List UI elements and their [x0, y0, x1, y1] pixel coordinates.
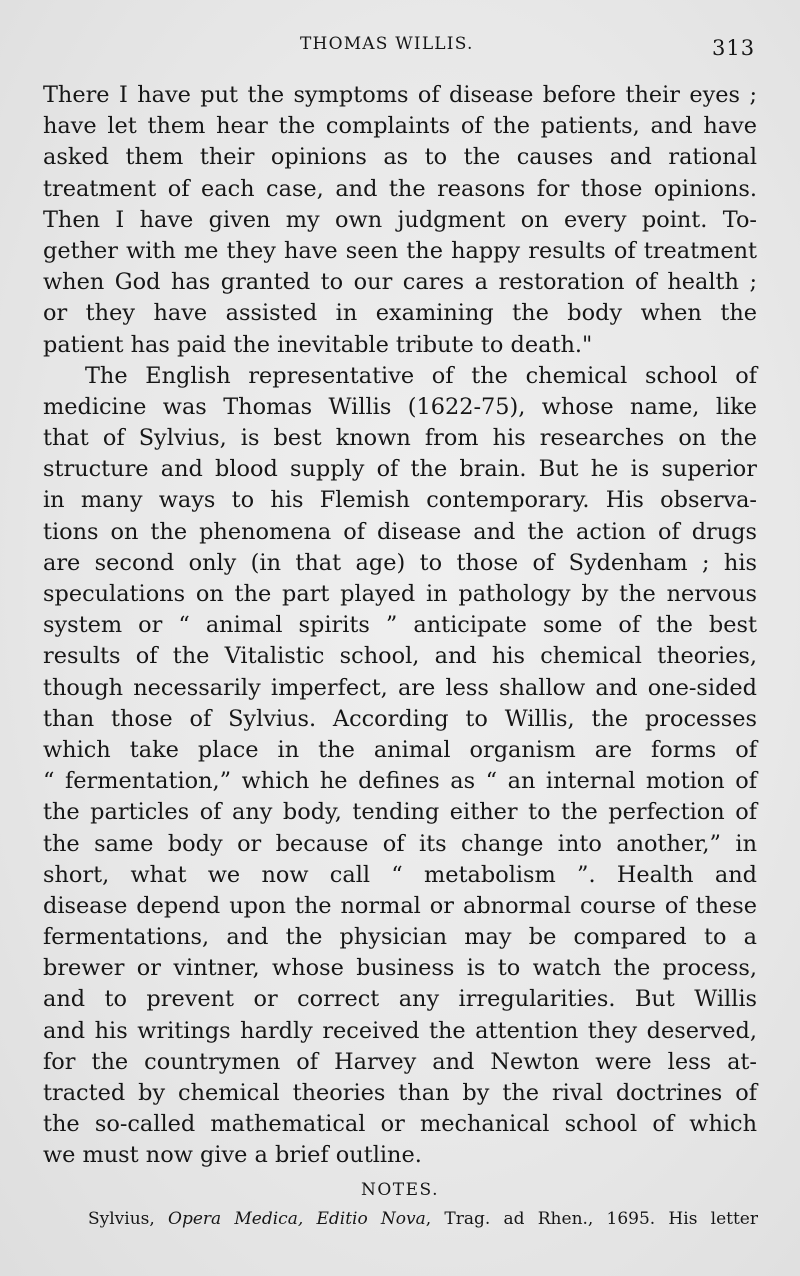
- text-line: are second only (in that age) to those of Sydenham ; his: [43, 549, 757, 576]
- footnote: [88, 1209, 758, 1229]
- text-line: the particles of any body, tending either to the perfection of: [43, 799, 757, 826]
- text-line: asked them their opinions as to the causes and rational: [43, 144, 757, 171]
- notes-heading: NOTES.: [360, 1180, 439, 1200]
- text-line: system or “ animal spirits ” anticipate some of the best: [43, 612, 757, 639]
- footnote-work-title: Opera Medica, Editio Nova: [168, 1209, 426, 1229]
- text-line: The English representative of the chemical school of: [85, 362, 757, 389]
- text-line: though necessarily imperfect, are less shallow and one-sided: [43, 674, 757, 701]
- text-line: There I have put the symptoms of disease before their eyes ;: [43, 82, 757, 108]
- text-line: and to prevent or correct any irregularities. But Willis: [43, 986, 757, 1013]
- text-line: short, what we now call “ metabolism ”. Health and: [43, 861, 757, 888]
- text-line: than those of Sylvius. According to Willis, the processes: [43, 705, 757, 732]
- text-line: results of the Vitalistic school, and his chemical theories,: [43, 643, 757, 670]
- text-line: “ fermentation,” which he defines as “ an internal motion of: [43, 768, 757, 795]
- text-line: which take place in the animal organism are forms of: [43, 736, 757, 763]
- text-line: fermentations, and the physician may be compared to a: [43, 924, 757, 951]
- text-line: disease depend upon the normal or abnormal course of these: [43, 892, 757, 919]
- text-line: tions on the phenomena of disease and the action of drugs: [43, 518, 757, 545]
- footnote-author: Sylvius,: [88, 1209, 169, 1229]
- text-line: and his writings hardly received the attention they deserved,: [43, 1017, 757, 1044]
- page-number: 313: [712, 36, 756, 60]
- body-text: [43, 80, 757, 1172]
- text-line: speculations on the part played in pathology by the nervous: [43, 581, 757, 607]
- page-header: [0, 34, 800, 64]
- text-line: or they have assisted in examining the body when the: [43, 300, 757, 327]
- text-line: for the countrymen of Harvey and Newton were less at-: [43, 1048, 757, 1075]
- text-line: medicine was Thomas Willis (1622-75), whose name, like: [43, 393, 757, 420]
- text-line: patient has paid the inevitable tribute to death.": [43, 331, 593, 358]
- text-line: treatment of each case, and the reasons for those opinions.: [43, 175, 757, 202]
- footnote-details: , Trag. ad Rhen., 1695. His letter: [425, 1209, 758, 1229]
- text-line: have let them hear the complaints of the patients, and have: [43, 113, 757, 140]
- text-line: that of Sylvius, is best known from his researches on the: [43, 425, 757, 452]
- text-line: gether with me they have seen the happy results of treatment: [43, 237, 757, 264]
- text-line: we must now give a brief outline.: [43, 1142, 422, 1169]
- text-line: Then I have given my own judgment on every point. To-: [43, 206, 757, 233]
- text-line: the same body or because of its change into another,” in: [43, 830, 757, 857]
- text-line: when God has granted to our cares a restoration of health ;: [43, 269, 757, 296]
- text-line: structure and blood supply of the brain. But he is superior: [43, 456, 757, 483]
- text-line: tracted by chemical theories than by the rival doctrines of: [43, 1080, 757, 1106]
- text-line: brewer or vintner, whose business is to watch the process,: [43, 955, 757, 982]
- running-head: THOMAS WILLIS.: [300, 34, 474, 54]
- text-line: in many ways to his Flemish contemporary. His observa-: [43, 487, 757, 514]
- text-line: the so-called mathematical or mechanical school of which: [43, 1111, 757, 1138]
